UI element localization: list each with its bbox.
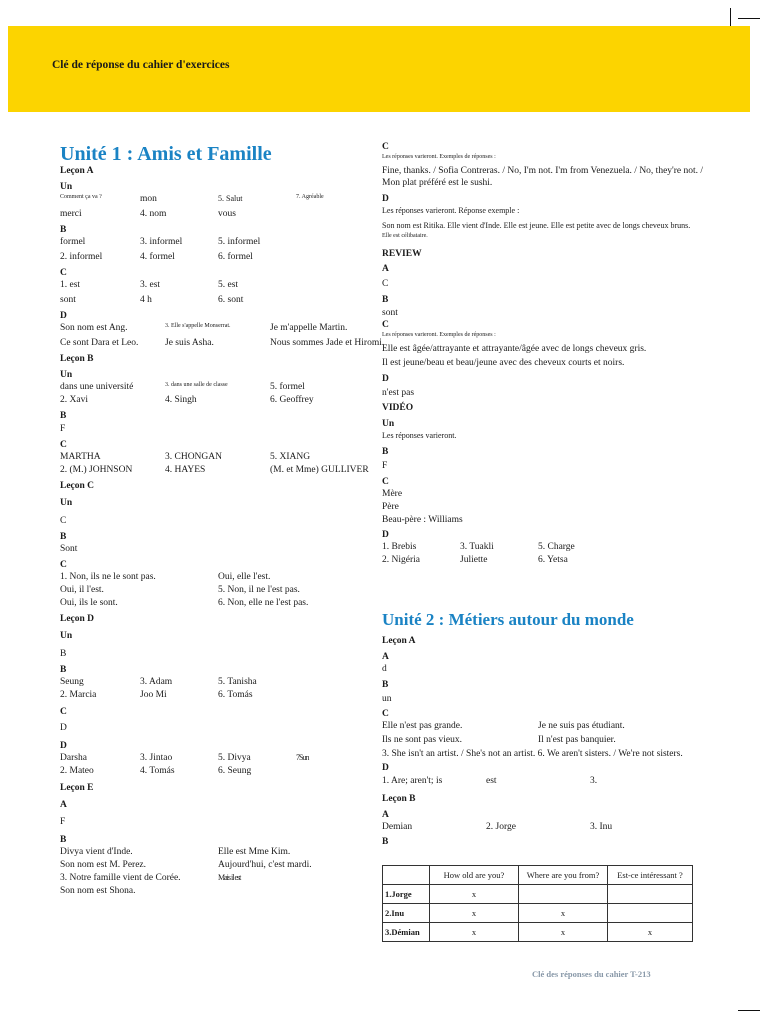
answer: Demian: [382, 822, 413, 832]
answer: 6. formel: [218, 252, 253, 262]
answer: 4. HAYES: [165, 465, 206, 475]
section-heading: VIDÉO: [382, 403, 414, 413]
answer: 2. Nigéria: [382, 555, 420, 565]
answer: Elle est Mme Kim.: [218, 847, 291, 857]
section-heading: D: [60, 311, 67, 321]
lesson-heading: Leçon E: [60, 783, 94, 793]
section-heading: Un: [60, 498, 73, 508]
answer-row: [60, 886, 380, 898]
answer: Elle est célibataire.: [382, 233, 428, 239]
section-heading: B: [382, 680, 389, 690]
answer: est: [486, 776, 497, 786]
answer-row: [382, 542, 702, 554]
answer: 3. Notre famille vient de Corée.: [60, 873, 181, 883]
answer: n'est pas: [382, 388, 415, 398]
table-cell: x: [430, 904, 519, 923]
unit1-title: Unité 1 : Amis et Famille: [60, 143, 272, 165]
right-column: [382, 142, 702, 567]
answer: 3. Tuakli: [460, 542, 494, 552]
section-heading: D: [382, 763, 389, 773]
section-heading: B: [60, 225, 67, 235]
answer: D: [60, 723, 67, 733]
answer: Beau-père : Williams: [382, 515, 463, 525]
section-heading: C: [382, 709, 389, 719]
table-cell: x: [430, 885, 519, 904]
answer-row: [60, 323, 380, 335]
lesson-heading: Leçon A: [60, 166, 94, 176]
table-cell: x: [519, 904, 608, 923]
answer: formel: [60, 237, 86, 247]
section-heading: B: [60, 665, 67, 675]
answer: 3. CHONGAN: [165, 452, 222, 462]
table-cell: 1.Jorge: [383, 885, 430, 904]
answer: 4. formel: [140, 252, 175, 262]
answer: Sont: [60, 544, 78, 554]
answer: 6. Seung: [218, 766, 252, 776]
answer-row: [60, 295, 380, 307]
section-heading: B: [60, 835, 67, 845]
response-table: [382, 865, 693, 942]
answer-row: [60, 860, 380, 872]
answer: sont: [60, 295, 76, 305]
header-title: Clé de réponse du cahier d'exercices: [52, 59, 230, 71]
answer-row: [60, 382, 380, 394]
answer: Seung: [60, 677, 84, 687]
answer: 5. est: [218, 280, 239, 290]
answer: Fine, thanks. / Sofia Contreras. / No, I'm not. I'm from Venezuela. / No, they're not. /: [382, 166, 704, 176]
answer: 3. est: [140, 280, 161, 290]
answer-row: [60, 194, 380, 206]
answer: Je suis Asha.: [165, 338, 214, 348]
section-heading: B: [60, 411, 67, 421]
answer-row: [60, 252, 380, 264]
table-cell: [519, 885, 608, 904]
answer: 7. Agréable: [296, 194, 324, 200]
answer: 2. Marcia: [60, 690, 97, 700]
answer: un: [382, 694, 392, 704]
table-cell: 2.Inu: [383, 904, 430, 923]
answer: 4. nom: [140, 209, 167, 219]
answer: 2. informel: [60, 252, 103, 262]
unit2-column: [382, 636, 702, 849]
answer: 1. Are; aren't; is: [382, 776, 443, 786]
table-cell: [608, 885, 693, 904]
answer: Les réponses varieront.: [382, 431, 457, 440]
section-heading: C: [60, 268, 67, 278]
answer-row: [60, 280, 380, 292]
section-heading: B: [60, 532, 67, 542]
answer: Son nom est Shona.: [60, 886, 136, 896]
answer: C: [60, 516, 67, 526]
table-header-cell: How old are you?: [430, 866, 519, 885]
answer: Mais il est: [218, 873, 241, 882]
answer: Elle n'est pas grande.: [382, 721, 463, 731]
answer: 3.: [590, 776, 598, 786]
section-heading: D: [60, 741, 67, 751]
answer: Mère: [382, 489, 403, 499]
answer: 6. sont: [218, 295, 244, 305]
instruction-note: Les réponses varieront. Exemples de réponses :: [382, 154, 496, 160]
section-heading: C: [382, 320, 389, 330]
table-header-cell: [383, 866, 430, 885]
answer: 3. Inu: [590, 822, 613, 832]
answer: MARTHA: [60, 452, 101, 462]
answer: Joo Mi: [140, 690, 167, 700]
section-heading: Un: [60, 182, 73, 192]
answer-row: [60, 766, 380, 778]
answer: Juliette: [460, 555, 488, 565]
answer: 4 h: [140, 295, 152, 305]
lesson-heading: Leçon B: [382, 794, 416, 804]
table-row: [383, 885, 693, 904]
answer: 4. Singh: [165, 395, 197, 405]
answer: 2. Xavi: [60, 395, 88, 405]
answer: Je ne suis pas étudiant.: [538, 721, 625, 731]
answer-row: [60, 395, 380, 407]
section-heading: A: [60, 800, 67, 810]
crop-mark: [738, 1010, 760, 1011]
answer-row: [60, 338, 385, 350]
answer: Divya vient d'Inde.: [60, 847, 133, 857]
table-header-cell: Where are you from?: [519, 866, 608, 885]
answer: Père: [382, 502, 399, 512]
answer-row: [382, 776, 702, 788]
answer: 5. XIANG: [270, 452, 311, 462]
answer: 3. Elle s'appelle Monserrat.: [165, 323, 231, 329]
answer-row: [60, 452, 380, 464]
answer: F: [382, 461, 388, 471]
section-heading: Un: [382, 419, 395, 429]
answer: Il n'est pas banquier.: [538, 735, 616, 745]
answer: Oui, il l'est.: [60, 585, 104, 595]
answer: 3. She isn't an artist. / She's not an artist. 6. We aren't sisters. / We're not sisters.: [382, 749, 683, 759]
table-cell: [608, 904, 693, 923]
answer: Elle est âgée/attrayante et attrayante/âgée avec de longs cheveux gris.: [382, 344, 647, 354]
answer-row: [60, 209, 380, 221]
answer: 1. Brebis: [382, 542, 417, 552]
answer: 5. Charge: [538, 542, 575, 552]
answer: Darsha: [60, 753, 87, 763]
table-cell: 3.Démian: [383, 923, 430, 942]
answer: Il est jeune/beau et beau/jeune avec des cheveux courts et noirs.: [382, 358, 625, 368]
answer-row: [60, 753, 380, 765]
answer: 3. dans une salle de classe: [165, 382, 228, 388]
answer: d: [382, 664, 387, 674]
answer: 7Sun: [296, 753, 309, 762]
section-heading: D: [382, 530, 389, 540]
section-heading: D: [382, 374, 389, 384]
lesson-heading: Leçon C: [60, 481, 95, 491]
answer: 2. Jorge: [486, 822, 516, 832]
answer-row: [60, 585, 380, 597]
section-heading: B: [382, 295, 389, 305]
answer-row: [60, 677, 380, 689]
section-heading: A: [382, 652, 389, 662]
answer: dans une université: [60, 382, 134, 392]
answer-row: [60, 237, 380, 249]
answer: 5. informel: [218, 237, 261, 247]
lesson-heading: Leçon A: [382, 636, 416, 646]
answer: F: [60, 817, 66, 827]
answer: 3. Jintao: [140, 753, 173, 763]
answer: Son nom est M. Perez.: [60, 860, 147, 870]
answer: Oui, ils le sont.: [60, 598, 118, 608]
section-heading: Un: [60, 370, 73, 380]
lesson-heading: Leçon D: [60, 614, 95, 624]
answer: vous: [218, 209, 236, 219]
table-row: [383, 923, 693, 942]
answer: Je m'appelle Martin.: [270, 323, 348, 333]
answer: 5. Divya: [218, 753, 251, 763]
answer: 5. Non, il ne l'est pas.: [218, 585, 300, 595]
section-heading: C: [60, 707, 67, 717]
page-footer: Clé des réponses du cahier T-213: [532, 969, 651, 979]
answer: 2. Mateo: [60, 766, 94, 776]
answer-row: [60, 873, 380, 885]
answer-row: [382, 735, 702, 747]
section-heading: B: [382, 837, 389, 847]
answer: mon: [140, 194, 157, 204]
answer: 6. Non, elle ne l'est pas.: [218, 598, 309, 608]
answer: 4. Tomás: [140, 766, 175, 776]
answer: 1. est: [60, 280, 81, 290]
answer-row: [60, 572, 380, 584]
crop-mark: [738, 18, 760, 19]
table-cell: x: [430, 923, 519, 942]
answer-row: [382, 555, 702, 567]
answer: C: [382, 279, 389, 289]
table-header-cell: Est-ce intéressant ?: [608, 866, 693, 885]
answer: Son nom est Ang.: [60, 323, 128, 333]
answer: 6. Yetsa: [538, 555, 568, 565]
section-heading: C: [60, 440, 67, 450]
answer: Oui, elle l'est.: [218, 572, 271, 582]
answer-row: [60, 598, 380, 610]
answer: 6. Tomás: [218, 690, 253, 700]
answer: 5. Tanisha: [218, 677, 257, 687]
table-cell: x: [519, 923, 608, 942]
answer: 3. Adam: [140, 677, 173, 687]
section-heading: D: [382, 194, 389, 204]
answer: Aujourd'hui, c'est mardi.: [218, 860, 312, 870]
section-heading: Un: [60, 631, 73, 641]
answer: Ce sont Dara et Leo.: [60, 338, 139, 348]
section-heading: A: [382, 264, 389, 274]
answer: Ils ne sont pas vieux.: [382, 735, 462, 745]
table-row: [383, 904, 693, 923]
answer: Nous sommes Jade et Hiromi.: [270, 338, 385, 348]
answer: B: [60, 649, 67, 659]
answer-row: [60, 847, 380, 859]
answer-row: [382, 721, 702, 733]
answer: 3. informel: [140, 237, 183, 247]
answer: 2. (M.) JOHNSON: [60, 465, 133, 475]
section-heading: B: [382, 447, 389, 457]
section-heading: C: [382, 142, 389, 152]
section-heading: REVIEW: [382, 249, 422, 259]
answer-row: [60, 690, 380, 702]
answer: 6. Geoffrey: [270, 395, 314, 405]
answer: Mon plat préféré est le sushi.: [382, 178, 493, 188]
table-cell: x: [608, 923, 693, 942]
section-heading: C: [60, 560, 67, 570]
answer: Son nom est Ritika. Elle vient d'Inde. Elle est jeune. Elle est petite avec de longs cheveux bruns.: [382, 221, 691, 230]
answer: 1. Non, ils ne le sont pas.: [60, 572, 156, 582]
section-heading: C: [382, 477, 389, 487]
instruction-note: Les réponses varieront. Exemples de réponses :: [382, 332, 496, 338]
crop-mark: [730, 8, 731, 26]
unit2-title: Unité 2 : Métiers autour du monde: [382, 610, 634, 629]
left-column: [60, 166, 385, 898]
answer: (M. et Mme) GULLIVER: [270, 465, 369, 475]
table-header-row: [383, 866, 693, 885]
answer: 5. Salut: [218, 194, 243, 203]
lesson-heading: Leçon B: [60, 354, 94, 364]
answer: Comment ça va ?: [60, 194, 102, 200]
answer: merci: [60, 209, 82, 219]
answer-row: [382, 822, 702, 834]
answer: F: [60, 424, 66, 434]
answer-row: [60, 465, 380, 477]
answer: sont: [382, 308, 398, 318]
answer: 5. formel: [270, 382, 305, 392]
instruction-note: Les réponses varieront. Réponse exemple :: [382, 206, 520, 215]
section-heading: A: [382, 810, 389, 820]
